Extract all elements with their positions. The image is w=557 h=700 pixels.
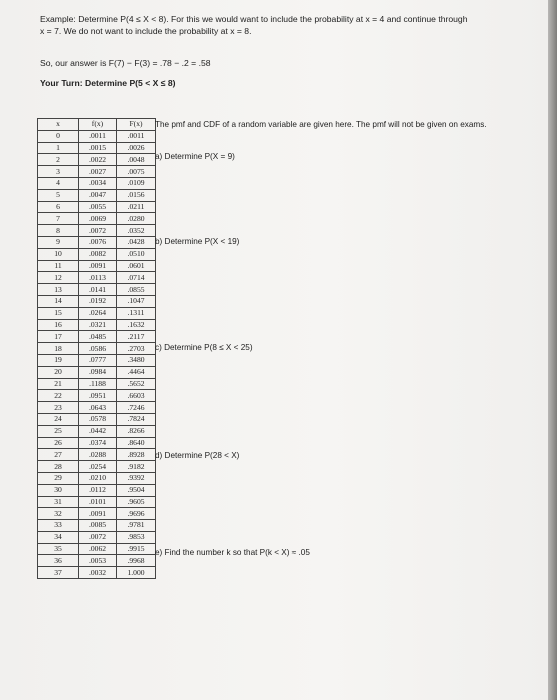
cell-fx: .0082	[79, 248, 117, 260]
table-row	[38, 484, 156, 496]
cell-x: 32	[38, 508, 79, 520]
cell-cdf: .8640	[117, 437, 156, 449]
table-row	[38, 331, 156, 343]
cell-fx: .0055	[79, 201, 117, 213]
cell-x: 9	[38, 236, 79, 248]
cell-cdf: .0109	[117, 177, 156, 189]
table-note: The pmf and CDF of a random variable are given here. The pmf will not be given on exams.	[155, 120, 487, 129]
cell-x: 24	[38, 413, 79, 425]
cell-fx: .0321	[79, 319, 117, 331]
table-row	[38, 130, 156, 142]
cell-fx: .0777	[79, 354, 117, 366]
cell-fx: .0072	[79, 531, 117, 543]
cell-fx: .0192	[79, 295, 117, 307]
cell-x: 14	[38, 295, 79, 307]
table-header-row	[38, 119, 156, 131]
cell-x: 1	[38, 142, 79, 154]
cell-fx: .0085	[79, 520, 117, 532]
question-a: a) Determine P(X = 9)	[155, 152, 235, 161]
cell-cdf: .9915	[117, 543, 156, 555]
cell-cdf: .7824	[117, 413, 156, 425]
cell-x: 21	[38, 378, 79, 390]
cell-fx: .0069	[79, 213, 117, 225]
cell-x: 17	[38, 331, 79, 343]
cell-fx: .0027	[79, 166, 117, 178]
cell-cdf: .1632	[117, 319, 156, 331]
cell-fx: .0091	[79, 508, 117, 520]
cell-x: 16	[38, 319, 79, 331]
cell-fx: .0578	[79, 413, 117, 425]
cell-cdf: .0026	[117, 142, 156, 154]
table-row	[38, 177, 156, 189]
cell-cdf: .0156	[117, 189, 156, 201]
example-text	[40, 13, 467, 37]
example-line-1: Example: Determine P(4 ≤ X < 8). For this we would want to include the probability at x = 4 and continue through	[40, 14, 468, 24]
table-row	[38, 543, 156, 555]
table-row	[38, 248, 156, 260]
table-row	[38, 307, 156, 319]
cell-cdf: .9182	[117, 461, 156, 473]
table-row	[38, 236, 156, 248]
table-row	[38, 520, 156, 532]
cell-cdf: .0280	[117, 213, 156, 225]
cell-cdf: .0855	[117, 284, 156, 296]
cell-cdf: .0601	[117, 260, 156, 272]
cell-fx: .0072	[79, 225, 117, 237]
header-cdf: F(x)	[117, 119, 156, 131]
header-fx: f(x)	[79, 119, 117, 131]
header-x: x	[38, 119, 79, 131]
cell-cdf: .0211	[117, 201, 156, 213]
cell-fx: .0022	[79, 154, 117, 166]
cell-cdf: .4464	[117, 366, 156, 378]
cell-x: 27	[38, 449, 79, 461]
table-row	[38, 472, 156, 484]
cell-cdf: .7246	[117, 402, 156, 414]
cell-cdf: .9781	[117, 520, 156, 532]
cell-x: 30	[38, 484, 79, 496]
cell-fx: .0374	[79, 437, 117, 449]
cell-fx: .0485	[79, 331, 117, 343]
cell-fx: .0264	[79, 307, 117, 319]
table-row	[38, 154, 156, 166]
pmf-cdf-table	[37, 118, 156, 579]
table-row	[38, 319, 156, 331]
cell-cdf: .0714	[117, 272, 156, 284]
cell-x: 28	[38, 461, 79, 473]
cell-fx: .0210	[79, 472, 117, 484]
cell-cdf: .3480	[117, 354, 156, 366]
table-row	[38, 496, 156, 508]
cell-fx: .0062	[79, 543, 117, 555]
cell-cdf: .0428	[117, 236, 156, 248]
cell-x: 2	[38, 154, 79, 166]
cell-cdf: .0352	[117, 225, 156, 237]
cell-cdf: .0048	[117, 154, 156, 166]
table-row	[38, 166, 156, 178]
cell-cdf: .2117	[117, 331, 156, 343]
table-row	[38, 402, 156, 414]
table-row	[38, 213, 156, 225]
cell-cdf: .9392	[117, 472, 156, 484]
table-row	[38, 272, 156, 284]
cell-x: 18	[38, 343, 79, 355]
cell-x: 19	[38, 354, 79, 366]
table-row	[38, 189, 156, 201]
cell-x: 0	[38, 130, 79, 142]
table-row	[38, 201, 156, 213]
cell-fx: .0984	[79, 366, 117, 378]
cell-fx: .0101	[79, 496, 117, 508]
cell-x: 36	[38, 555, 79, 567]
table-row	[38, 390, 156, 402]
cell-x: 3	[38, 166, 79, 178]
table-row	[38, 354, 156, 366]
table-row	[38, 437, 156, 449]
cell-fx: .0076	[79, 236, 117, 248]
cell-x: 12	[38, 272, 79, 284]
cell-x: 22	[38, 390, 79, 402]
table-row	[38, 284, 156, 296]
table-row	[38, 225, 156, 237]
cell-fx: .0011	[79, 130, 117, 142]
cell-cdf: .0075	[117, 166, 156, 178]
table-row	[38, 461, 156, 473]
question-c: c) Determine P(8 ≤ X < 25)	[155, 343, 253, 352]
cell-cdf: .2703	[117, 343, 156, 355]
page-edge-shadow	[548, 0, 557, 700]
cell-cdf: .5652	[117, 378, 156, 390]
table-row	[38, 378, 156, 390]
cell-fx: .0586	[79, 343, 117, 355]
cell-fx: .0951	[79, 390, 117, 402]
cell-x: 25	[38, 425, 79, 437]
table-row	[38, 343, 156, 355]
cell-x: 33	[38, 520, 79, 532]
cell-fx: .1188	[79, 378, 117, 390]
your-turn-prompt: Your Turn: Determine P(5 < X ≤ 8)	[40, 78, 176, 88]
question-d: d) Determine P(28 < X)	[155, 451, 240, 460]
table-row	[38, 567, 156, 579]
table-row	[38, 555, 156, 567]
cell-fx: .0091	[79, 260, 117, 272]
cell-x: 11	[38, 260, 79, 272]
example-answer: So, our answer is F(7) − F(3) = .78 − .2 = .58	[40, 58, 211, 68]
table-row	[38, 142, 156, 154]
cell-fx: .0254	[79, 461, 117, 473]
cell-x: 6	[38, 201, 79, 213]
table-row	[38, 449, 156, 461]
cell-cdf: .1311	[117, 307, 156, 319]
table-row	[38, 295, 156, 307]
cell-fx: .0112	[79, 484, 117, 496]
table-row	[38, 508, 156, 520]
cell-x: 8	[38, 225, 79, 237]
cell-cdf: .8928	[117, 449, 156, 461]
cell-cdf: .9853	[117, 531, 156, 543]
table-row	[38, 425, 156, 437]
cell-cdf: .9504	[117, 484, 156, 496]
cell-x: 13	[38, 284, 79, 296]
cell-fx: .0643	[79, 402, 117, 414]
cell-fx: .0015	[79, 142, 117, 154]
cell-cdf: 1.000	[117, 567, 156, 579]
cell-x: 10	[38, 248, 79, 260]
cell-cdf: .1047	[117, 295, 156, 307]
cell-cdf: .9605	[117, 496, 156, 508]
cell-x: 5	[38, 189, 79, 201]
cell-x: 37	[38, 567, 79, 579]
table-row	[38, 366, 156, 378]
question-b: b) Determine P(X < 19)	[155, 237, 240, 246]
cell-fx: .0053	[79, 555, 117, 567]
cell-x: 20	[38, 366, 79, 378]
cell-x: 29	[38, 472, 79, 484]
cell-fx: .0034	[79, 177, 117, 189]
cell-x: 26	[38, 437, 79, 449]
table-row	[38, 260, 156, 272]
cell-x: 34	[38, 531, 79, 543]
cell-x: 15	[38, 307, 79, 319]
cell-fx: .0141	[79, 284, 117, 296]
cell-cdf: .9968	[117, 555, 156, 567]
cell-cdf: .0510	[117, 248, 156, 260]
cell-fx: .0032	[79, 567, 117, 579]
example-line-2: x = 7. We do not want to include the probability at x = 8.	[40, 26, 252, 36]
cell-fx: .0442	[79, 425, 117, 437]
cell-x: 23	[38, 402, 79, 414]
table-body	[38, 130, 156, 578]
question-e: e) Find the number k so that P(k < X) ≈ .05	[155, 548, 310, 557]
cell-cdf: .8266	[117, 425, 156, 437]
cell-cdf: .6603	[117, 390, 156, 402]
cell-cdf: .0011	[117, 130, 156, 142]
cell-x: 4	[38, 177, 79, 189]
cell-cdf: .9696	[117, 508, 156, 520]
table-row	[38, 531, 156, 543]
cell-x: 31	[38, 496, 79, 508]
cell-fx: .0113	[79, 272, 117, 284]
cell-x: 35	[38, 543, 79, 555]
cell-fx: .0047	[79, 189, 117, 201]
cell-x: 7	[38, 213, 79, 225]
cell-fx: .0288	[79, 449, 117, 461]
table-row	[38, 413, 156, 425]
